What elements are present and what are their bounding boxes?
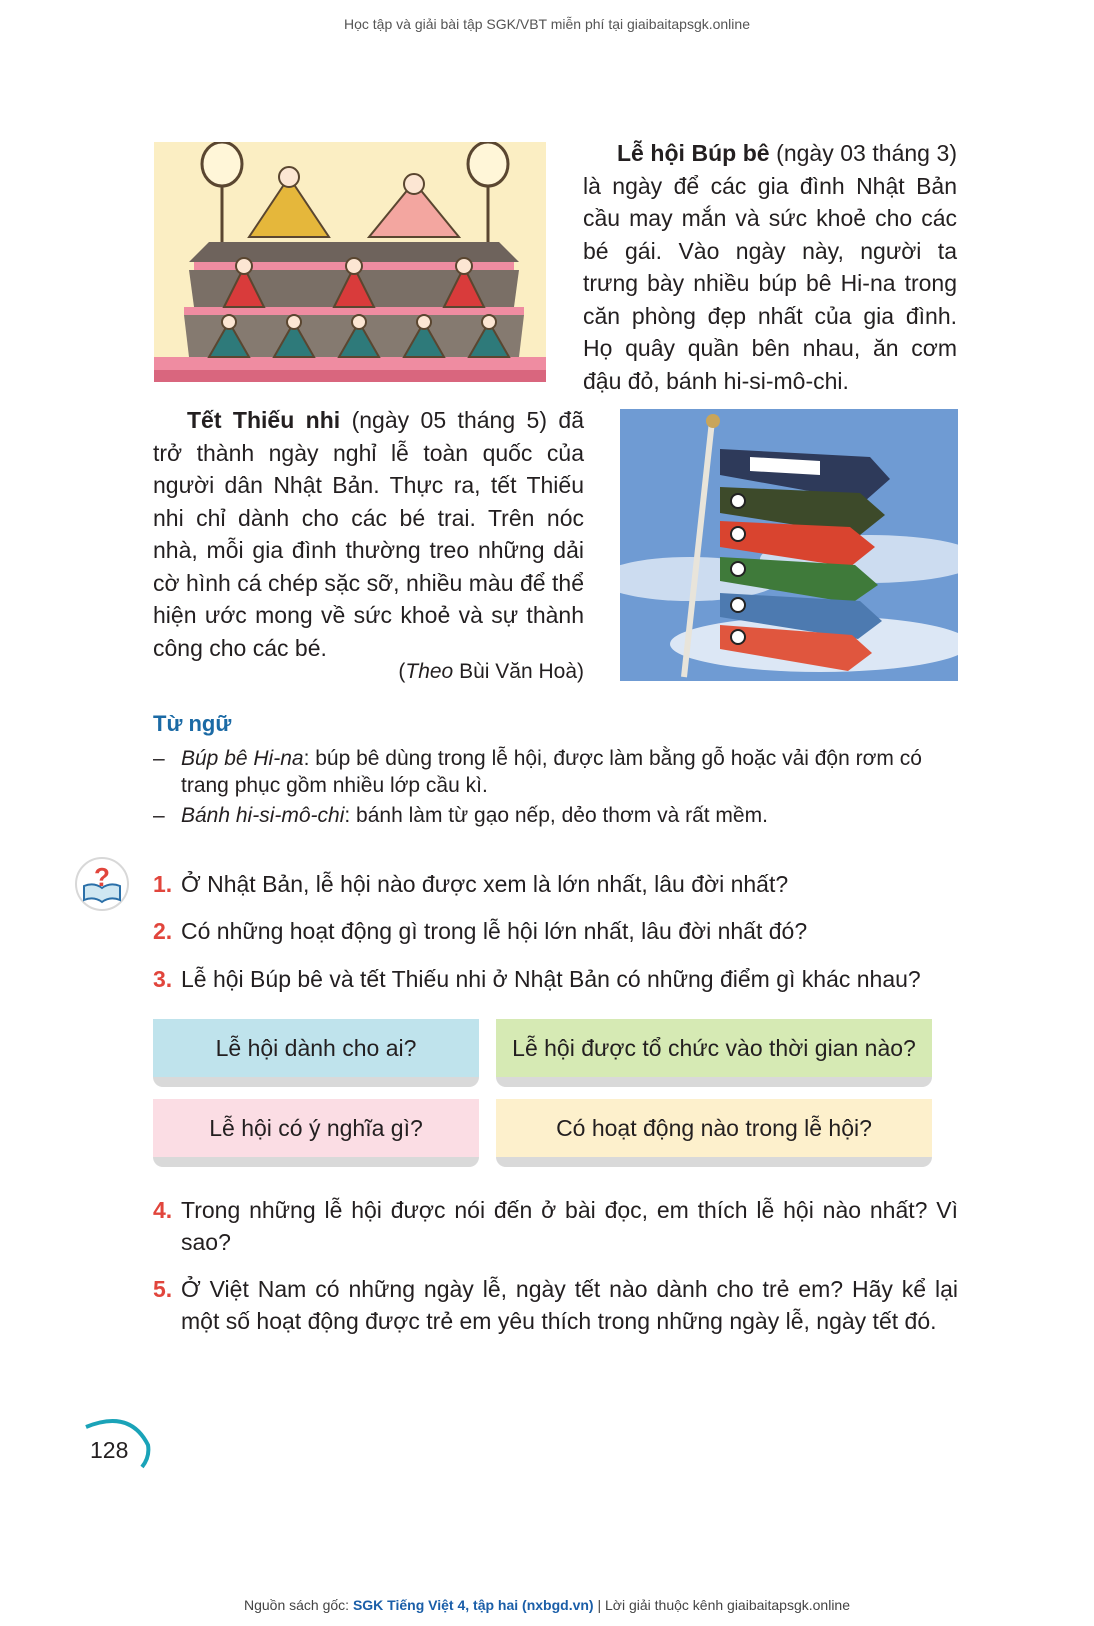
question-5 — [153, 1273, 958, 1337]
question-3 — [153, 963, 958, 995]
footer-source-link[interactable]: SGK Tiếng Việt 4, tập hai (nxbgd.vn) — [352, 1597, 594, 1613]
attribution-author: Bùi Văn Hoà) — [453, 660, 584, 683]
vocab-title: Từ ngữ — [153, 711, 232, 736]
question-2 — [153, 915, 958, 947]
prompt-shadow — [153, 1157, 479, 1167]
childrens-day-title: Tết Thiếu nhi — [187, 407, 341, 433]
question-book-icon — [72, 856, 132, 912]
attribution-open: ( — [398, 660, 406, 683]
prompt-label: Lễ hội dành cho ai? — [153, 1019, 479, 1077]
vocab-item — [153, 802, 958, 829]
prompt-label: Có hoạt động nào trong lễ hội? — [496, 1099, 932, 1157]
question-text: Có những hoạt động gì trong lễ hội lớn nhất, lâu đời nhất đó? — [181, 918, 808, 944]
hina-dolls-illustration — [154, 142, 546, 382]
vocab-dash: – — [153, 747, 165, 770]
vocab-definition: : bánh làm từ gạo nếp, dẻo thơm và rất mềm. — [344, 804, 768, 827]
vocab-dash: – — [153, 804, 165, 827]
question-text: Lễ hội Búp bê và tết Thiếu nhi ở Nhật Bản có những điểm gì khác nhau? — [181, 966, 921, 992]
question-number: 5. — [153, 1276, 173, 1302]
question-number: 1. — [153, 871, 173, 897]
page-number-badge — [80, 1415, 156, 1471]
footer-prefix: Nguồn sách gốc: — [243, 1597, 353, 1613]
question-1 — [153, 868, 958, 900]
question-number: 3. — [153, 966, 173, 992]
prompt-shadow — [153, 1077, 479, 1087]
prompt-label: Lễ hội có ý nghĩa gì? — [153, 1099, 479, 1157]
hina-doll-display-icon — [154, 142, 546, 382]
page-header: Học tập và giải bài tập SGK/VBT miễn phí tại giaibaitapsgk.online — [344, 16, 750, 32]
doll-festival-paragraph — [583, 137, 957, 397]
attribution-theo: Theo — [405, 660, 454, 683]
vocab-term: Búp bê Hi-na — [181, 747, 304, 770]
doll-festival-text: (ngày 03 tháng 3) là ngày để các gia đình Nhật Bản cầu may mắn và sức khoẻ cho các bé gái. Vào ngày này, người ta trưng bày nhiều búp bê Hi-na trong căn phòng đẹp nhất của gia đình. Họ quây quần bên nhau, ăn cơm đậu đỏ, bánh hi-si-mô-chi. — [583, 140, 957, 394]
vocab-term: Bánh hi-si-mô-chi — [181, 804, 345, 827]
footer-suffix: | Lời giải thuộc kênh giaibaitapsgk.online — [593, 1597, 851, 1613]
svg-text:?: ? — [94, 862, 110, 892]
question-4 — [153, 1194, 958, 1258]
question-number: 4. — [153, 1197, 173, 1223]
prompt-shadow — [496, 1077, 932, 1087]
childrens-day-text: (ngày 05 tháng 5) đã trở thành ngày nghỉ lễ toàn quốc của người dân Nhật Bản. Thực ra, tết Thiếu nhi chỉ dành cho các bé trai. Trên nóc nhà, mỗi gia đình thường treo những dải cờ hình cá chép sặc sỡ, nhiều màu để thể hiện ước mong về sức khoẻ và sự thành công cho các bé. — [153, 407, 584, 661]
prompt-box-when — [496, 1019, 932, 1087]
vocab-list — [153, 745, 958, 832]
koinobori-icon — [620, 409, 958, 681]
page-number: 128 — [90, 1437, 129, 1463]
childrens-day-paragraph — [153, 404, 584, 664]
prompt-box-who — [153, 1019, 479, 1087]
source-attribution — [300, 660, 584, 684]
question-text: Ở Việt Nam có những ngày lễ, ngày tết nào dành cho trẻ em? Hãy kể lại một số hoạt động được trẻ em yêu thích trong những ngày lễ, ngày tết đó. — [181, 1276, 958, 1334]
question-text: Ở Nhật Bản, lễ hội nào được xem là lớn nhất, lâu đời nhất? — [181, 871, 789, 897]
doll-festival-title: Lễ hội Búp bê — [617, 140, 770, 166]
prompt-box-meaning — [153, 1099, 479, 1167]
vocab-item — [153, 745, 958, 799]
page-footer — [0, 1597, 1094, 1613]
prompt-label: Lễ hội được tổ chức vào thời gian nào? — [496, 1019, 932, 1077]
question-number: 2. — [153, 918, 173, 944]
question-text: Trong những lễ hội được nói đến ở bài đọc, em thích lễ hội nào nhất? Vì sao? — [181, 1197, 958, 1255]
carp-streamers-illustration — [620, 409, 958, 681]
prompt-box-activities — [496, 1099, 932, 1167]
vocab-definition: : búp bê dùng trong lễ hội, được làm bằng gỗ hoặc vải độn rơm có trang phục gồm nhiều lớp cầu kì. — [181, 747, 922, 797]
prompt-shadow — [496, 1157, 932, 1167]
